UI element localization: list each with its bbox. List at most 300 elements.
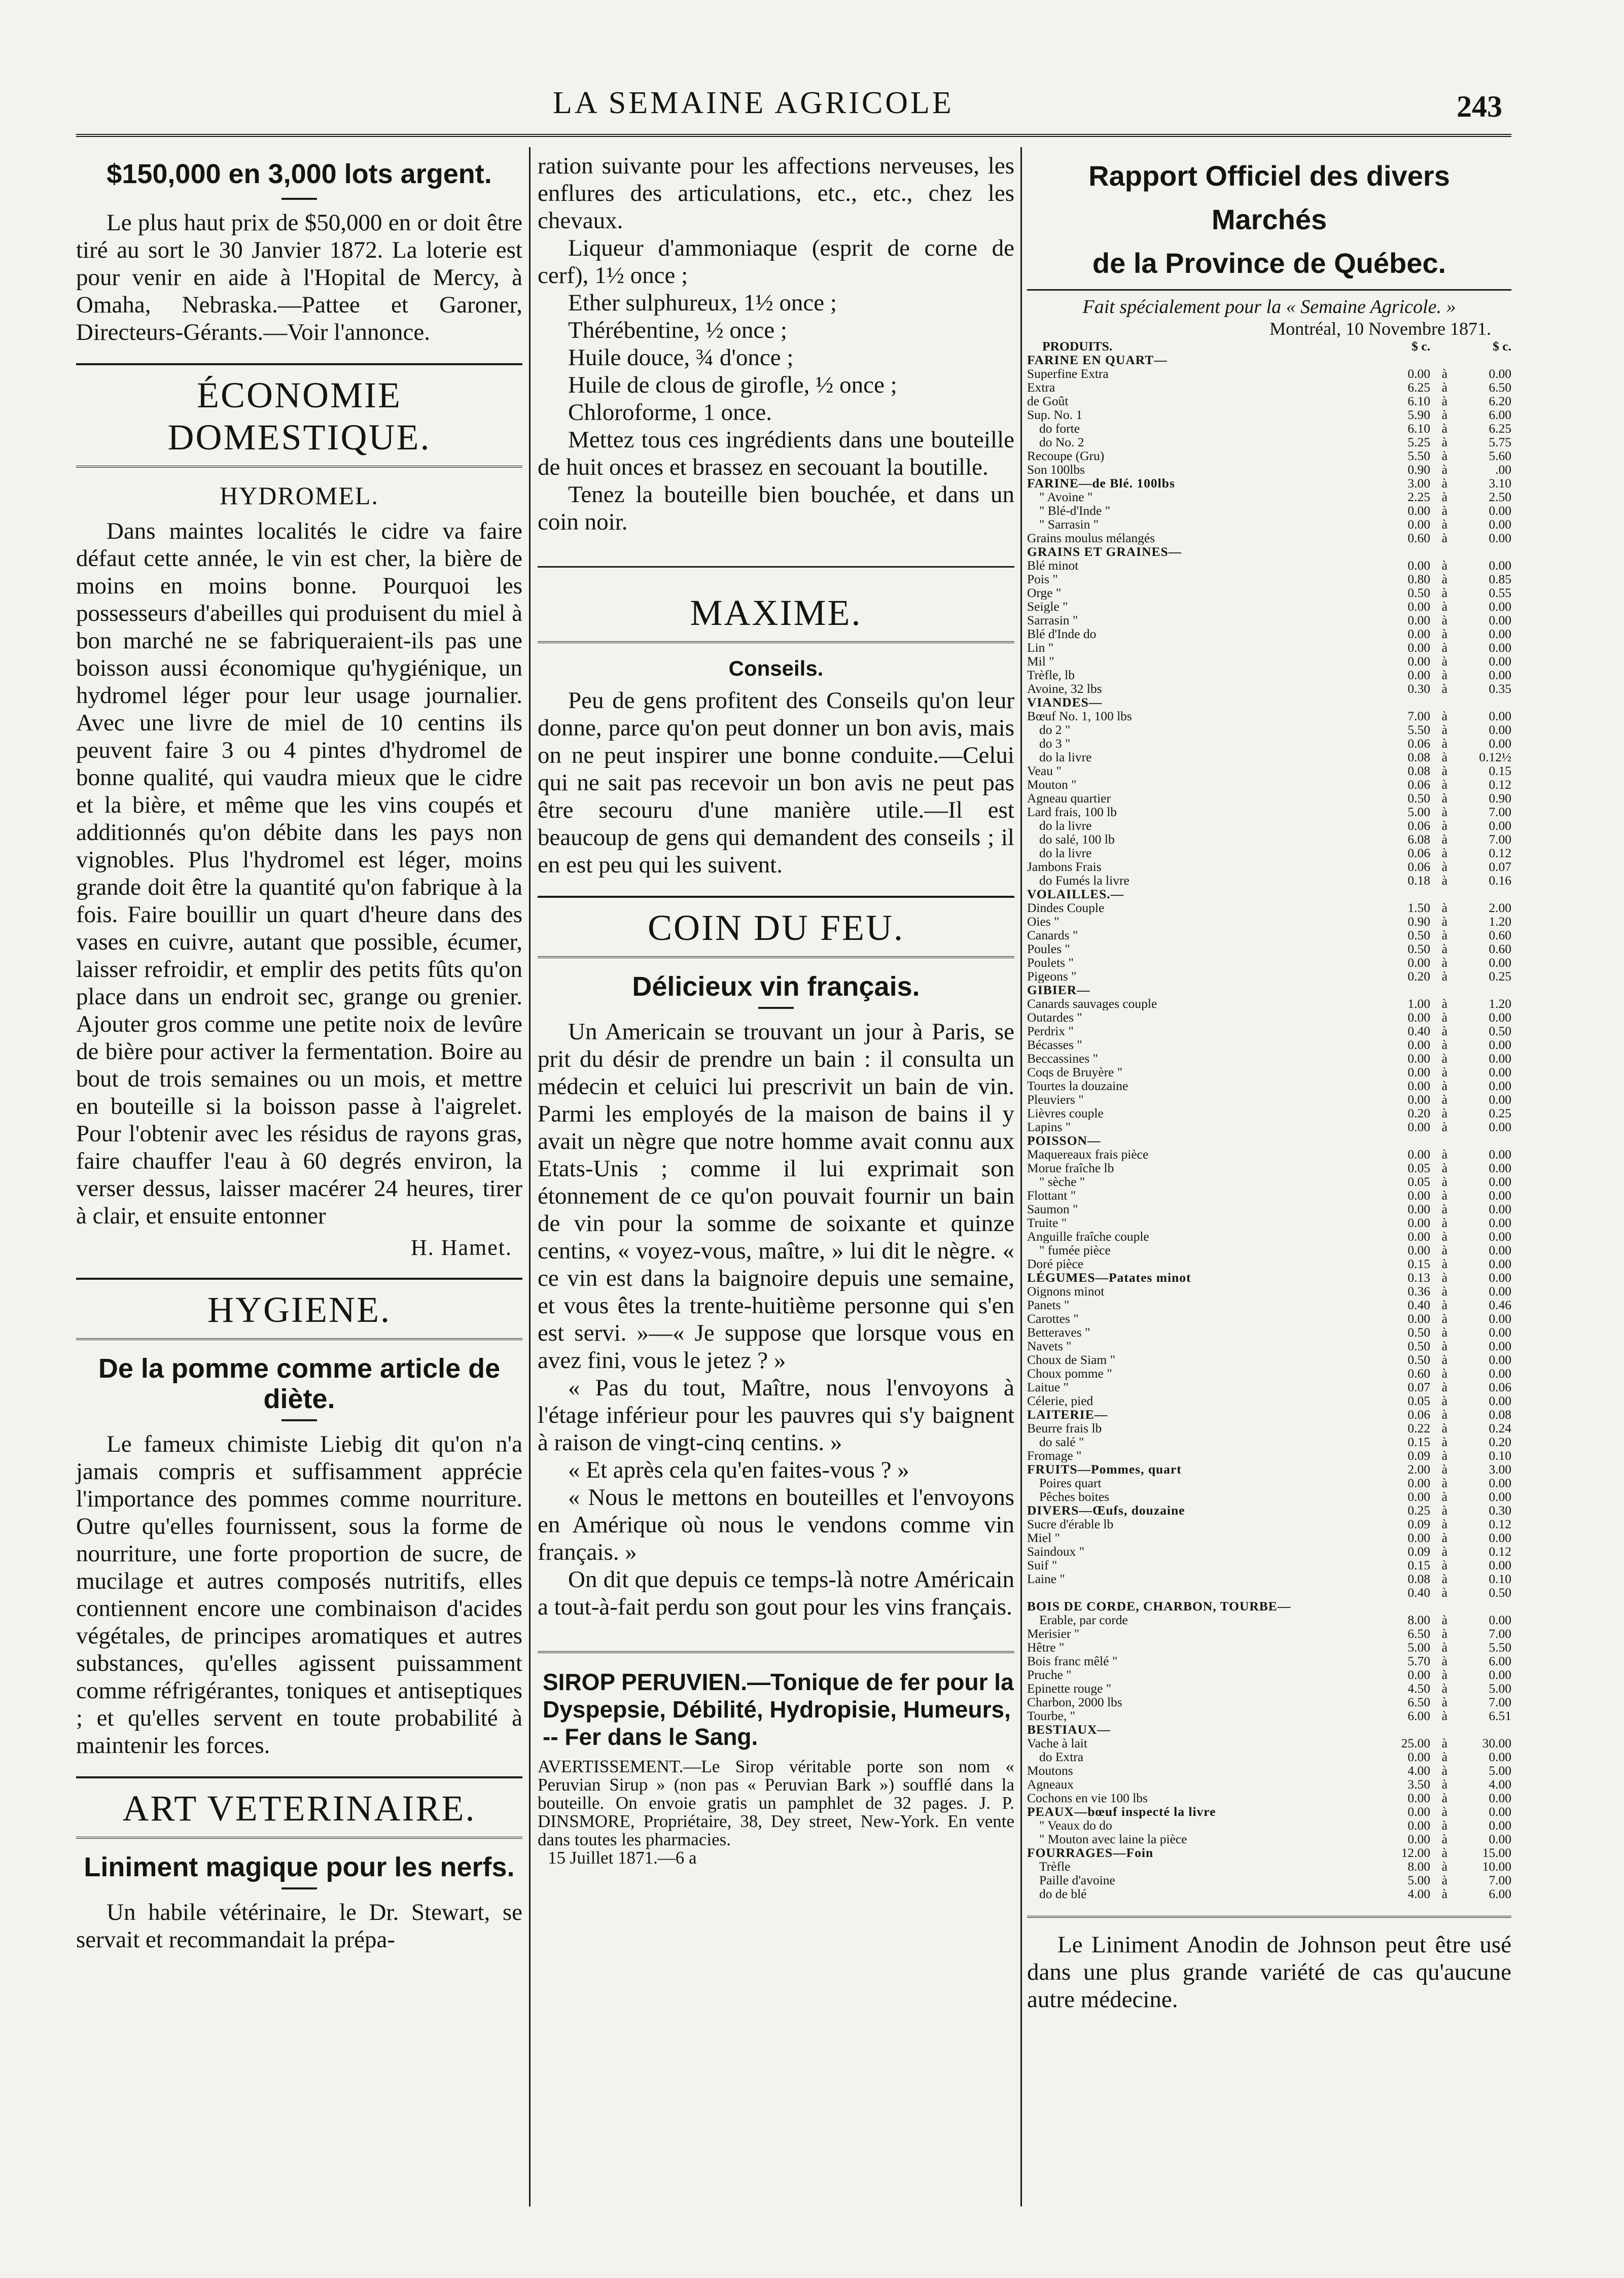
price-low: 5.00 — [1407, 805, 1430, 819]
price-high: 0.50 — [1489, 1024, 1511, 1038]
price-item-label: PEAUX—bœuf inspecté la livre — [1027, 1805, 1216, 1818]
price-row — [1027, 1216, 1511, 1230]
unit-header: $ c. — [1493, 339, 1511, 353]
recipe-line: Huile douce, ¾ d'once ; — [568, 344, 794, 371]
price-separator: à — [1441, 682, 1448, 695]
price-high: 0.00 — [1489, 1832, 1511, 1846]
price-separator: à — [1441, 572, 1448, 586]
price-low: 5.25 — [1407, 435, 1430, 449]
price-separator: à — [1441, 1038, 1448, 1052]
price-separator: à — [1441, 1517, 1448, 1531]
price-high: 0.00 — [1489, 1613, 1511, 1627]
price-item-label: Choux de Siam " — [1027, 1353, 1116, 1366]
price-item-label: FOURRAGES—Foin — [1027, 1846, 1154, 1860]
price-row — [1027, 1175, 1511, 1188]
price-item-label: Sup. No. 1 — [1027, 408, 1083, 422]
price-item-label: GRAINS ET GRAINES— — [1027, 545, 1182, 558]
price-high: 0.55 — [1489, 586, 1511, 600]
price-high: 0.00 — [1489, 1394, 1511, 1408]
price-separator: à — [1441, 1257, 1448, 1271]
price-category-row — [1027, 1271, 1511, 1284]
price-item-label: Maquereaux frais pièce — [1027, 1147, 1149, 1161]
price-high: 0.00 — [1489, 1325, 1511, 1339]
price-high: 0.35 — [1489, 682, 1511, 695]
price-low: 0.90 — [1407, 463, 1430, 476]
price-item-label: de Goût — [1027, 394, 1069, 408]
article-text-pomme: Le fameux chimiste Liebig dit qu'on n'a jamais compris et suffisamment apprécie l'importance des pommes comme nourriture. Outre qu'elles fournissent, sous la forme de nourriture, une forte proportion de sucre, de mucilage et autres composés nutritifs, elles contiennent encore une combinaison d'acides végétales, de principes aromatiques et autres substances, qu'elles agissent puissamment comme réfrigérantes, toniques et antiseptiques ; et qu'elles servent en toute probabilité à maintenir les forces. — [76, 1431, 522, 1759]
price-row — [1027, 463, 1511, 476]
price-item-label: Trèfle, lb — [1027, 668, 1075, 682]
price-high: 0.00 — [1489, 1271, 1511, 1284]
price-separator — [1430, 353, 1459, 367]
price-item-label: Pleuviers " — [1027, 1093, 1084, 1106]
price-high: 1.20 — [1489, 997, 1511, 1010]
price-item-label: BOIS DE CORDE, CHARBON, TOURBE— — [1027, 1599, 1291, 1613]
article-title-pomme: De la pomme comme article de diète. — [98, 1353, 501, 1414]
price-row — [1027, 1052, 1511, 1065]
price-table-header — [1027, 339, 1511, 353]
paper-title: LA SEMAINE AGRICOLE — [553, 86, 954, 120]
price-separator: à — [1441, 1750, 1448, 1764]
price-low: 0.05 — [1407, 1394, 1430, 1408]
advertisement-title: SIROP PERUVIEN.—Tonique de fer pour la Dyspepsie, Débilité, Hydropisie, Humeurs, -- Fer dans le Sang. — [543, 1669, 1014, 1750]
price-row — [1027, 723, 1511, 737]
continued-text: ration suivante pour les affections nerveuses, les enflures des articulations, etc., etc., chez les chevaux. — [538, 153, 1014, 234]
price-low — [1378, 1134, 1430, 1147]
price-item-label: Saumon " — [1027, 1202, 1078, 1216]
column-2 — [538, 152, 1014, 1867]
price-item-label: Poires quart — [1039, 1476, 1102, 1490]
price-low: 0.05 — [1407, 1161, 1430, 1175]
price-item-label: do salé, 100 lb — [1039, 832, 1115, 846]
price-low: 4.00 — [1407, 1887, 1430, 1901]
price-separator: à — [1441, 1736, 1448, 1750]
price-separator: à — [1441, 997, 1448, 1010]
recipe-instructions: Tenez la bouteille bien bouchée, et dans un coin noir. — [538, 481, 1014, 535]
price-separator: à — [1441, 750, 1448, 764]
price-low: 0.00 — [1407, 1832, 1430, 1846]
price-low: 3.00 — [1407, 476, 1430, 490]
price-low: 4.00 — [1407, 1764, 1430, 1777]
price-low: 6.10 — [1407, 394, 1430, 408]
price-low: 0.07 — [1407, 1380, 1430, 1394]
price-separator: à — [1441, 1627, 1448, 1640]
price-high — [1459, 545, 1511, 558]
price-row — [1027, 942, 1511, 956]
price-low: 0.00 — [1407, 504, 1430, 517]
article-title-vin: Délicieux vin français. — [632, 971, 920, 1002]
price-item-label: " Avoine " — [1039, 490, 1093, 504]
price-low: 0.00 — [1407, 956, 1430, 969]
market-report-date: Montréal, 10 Novembre 1871. — [1269, 319, 1491, 339]
price-row — [1027, 1736, 1511, 1750]
price-high: 0.00 — [1489, 1120, 1511, 1134]
price-item-label: Flottant " — [1027, 1188, 1076, 1202]
price-item-label: Carottes " — [1027, 1312, 1079, 1325]
lottery-title: $150,000 en 3,000 lots argent. — [107, 159, 492, 189]
price-item-label: VOLAILLES.— — [1027, 887, 1124, 901]
price-separator: à — [1441, 517, 1448, 531]
price-low: 0.22 — [1407, 1421, 1430, 1435]
price-high: 0.12½ — [1479, 750, 1511, 764]
price-low: 0.40 — [1407, 1586, 1430, 1599]
price-low: 0.00 — [1407, 1093, 1430, 1106]
price-separator: à — [1441, 1052, 1448, 1065]
price-high: 0.00 — [1489, 1230, 1511, 1243]
price-high: 0.46 — [1489, 1298, 1511, 1312]
price-item-label: Epinette rouge " — [1027, 1681, 1112, 1695]
price-low: 0.50 — [1407, 791, 1430, 805]
price-item-label: GIBIER— — [1027, 983, 1090, 997]
price-high: 6.51 — [1489, 1709, 1511, 1723]
price-separator: à — [1441, 1709, 1448, 1723]
price-high: 7.00 — [1489, 1627, 1511, 1640]
price-separator: à — [1441, 1764, 1448, 1777]
price-separator: à — [1441, 1380, 1448, 1394]
price-separator: à — [1441, 463, 1448, 476]
market-report-subtitle: Fait spécialement pour la « Semaine Agricole. » — [1082, 296, 1456, 318]
price-item-label: Outardes " — [1027, 1010, 1082, 1024]
price-high: 0.25 — [1489, 1106, 1511, 1120]
price-row — [1027, 627, 1511, 641]
price-row — [1027, 791, 1511, 805]
price-category-row — [1027, 1805, 1511, 1818]
price-row — [1027, 1860, 1511, 1873]
price-category-row — [1027, 476, 1511, 490]
price-row — [1027, 832, 1511, 846]
price-high: 6.20 — [1489, 394, 1511, 408]
price-high: 0.00 — [1489, 1750, 1511, 1764]
price-row — [1027, 1818, 1511, 1832]
price-row — [1027, 819, 1511, 832]
price-separator: à — [1441, 394, 1448, 408]
price-separator — [1430, 1134, 1459, 1147]
price-high: 0.00 — [1489, 1079, 1511, 1093]
price-item-label: Lard frais, 100 lb — [1027, 805, 1117, 819]
price-item-label: Laitue " — [1027, 1380, 1069, 1394]
price-row — [1027, 1120, 1511, 1134]
price-separator: à — [1441, 1558, 1448, 1572]
price-row — [1027, 572, 1511, 586]
price-low: 0.50 — [1407, 1339, 1430, 1353]
price-high: 5.50 — [1489, 1640, 1511, 1654]
article-title-liniment: Liniment magique pour les nerfs. — [84, 1852, 515, 1882]
price-item-label: Coqs de Bruyère " — [1027, 1065, 1123, 1079]
price-category-row — [1027, 545, 1511, 558]
price-row — [1027, 1640, 1511, 1654]
price-separator: à — [1441, 1887, 1448, 1901]
price-row — [1027, 1572, 1511, 1586]
price-row — [1027, 1394, 1511, 1408]
price-low: 0.00 — [1407, 668, 1430, 682]
price-row — [1027, 956, 1511, 969]
price-low: 0.00 — [1407, 1312, 1430, 1325]
article-signature: H. Hamet. — [410, 1235, 512, 1260]
price-category-row — [1027, 353, 1511, 367]
article-text-liniment: Un habile vétérinaire, le Dr. Stewart, se servait et recommandait la prépa- — [76, 1899, 522, 1953]
price-separator: à — [1441, 832, 1448, 846]
price-low: 0.20 — [1407, 969, 1430, 983]
price-high: 0.00 — [1489, 1052, 1511, 1065]
price-low: 0.06 — [1407, 1408, 1430, 1421]
running-head — [0, 81, 1624, 137]
price-separator: à — [1441, 1613, 1448, 1627]
short-rule — [281, 198, 317, 200]
price-high: 0.00 — [1489, 1805, 1511, 1818]
price-low: 0.13 — [1407, 1271, 1430, 1284]
price-low: 0.06 — [1407, 778, 1430, 791]
price-low: 0.00 — [1407, 641, 1430, 654]
section-coin-du-feu: COIN DU FEU. — [538, 896, 1014, 958]
price-item-label: Mil " — [1027, 654, 1054, 668]
price-item-label: Erable, par corde — [1039, 1613, 1128, 1627]
price-low — [1378, 695, 1430, 709]
price-item-label: Paille d'avoine — [1039, 1873, 1115, 1887]
price-high: 0.20 — [1489, 1435, 1511, 1449]
price-row — [1027, 380, 1511, 394]
header-rule — [76, 134, 1511, 137]
market-report-title — [1027, 154, 1511, 285]
price-row — [1027, 1188, 1511, 1202]
price-item-label: Choux pomme " — [1027, 1366, 1112, 1380]
price-high — [1459, 695, 1511, 709]
price-category-row — [1027, 1723, 1511, 1736]
price-low: 0.00 — [1407, 1202, 1430, 1216]
price-separator: à — [1441, 778, 1448, 791]
price-low: 0.15 — [1407, 1435, 1430, 1449]
price-item-label: do Extra — [1039, 1750, 1084, 1764]
price-separator: à — [1441, 476, 1448, 490]
price-row — [1027, 1339, 1511, 1353]
price-low: 0.09 — [1407, 1545, 1430, 1558]
price-low: 0.06 — [1407, 846, 1430, 860]
price-low: 0.00 — [1407, 517, 1430, 531]
price-row — [1027, 1476, 1511, 1490]
price-low: 0.60 — [1407, 531, 1430, 545]
price-low: 5.00 — [1407, 1873, 1430, 1887]
price-high: 7.00 — [1489, 805, 1511, 819]
price-row — [1027, 394, 1511, 408]
price-item-label: Recoupe (Gru) — [1027, 449, 1105, 463]
story-paragraph: « Et après cela qu'en faites-vous ? » — [568, 1457, 909, 1483]
price-separator: à — [1441, 1832, 1448, 1846]
price-high: 0.00 — [1489, 654, 1511, 668]
price-low: 0.00 — [1407, 1038, 1430, 1052]
price-separator: à — [1441, 449, 1448, 463]
price-separator: à — [1441, 819, 1448, 832]
price-separator: à — [1441, 1339, 1448, 1353]
recipe-line: Chloroforme, 1 once. — [568, 399, 772, 426]
price-low: 0.08 — [1407, 764, 1430, 778]
price-low: 0.00 — [1407, 613, 1430, 627]
price-item-label: FARINE EN QUART— — [1027, 353, 1168, 367]
report-rule — [1027, 289, 1511, 291]
price-high: 0.00 — [1489, 1353, 1511, 1366]
price-low: 0.25 — [1407, 1503, 1430, 1517]
price-high: 0.00 — [1489, 1476, 1511, 1490]
price-item-label: Oies " — [1027, 915, 1060, 928]
recipe-line: Huile de clous de girofle, ½ once ; — [568, 372, 897, 398]
price-separator: à — [1441, 1394, 1448, 1408]
price-row — [1027, 1654, 1511, 1668]
price-high: 0.00 — [1489, 1490, 1511, 1503]
price-item-label: LAITERIE— — [1027, 1408, 1108, 1421]
price-high: 0.12 — [1489, 1517, 1511, 1531]
price-separator: à — [1441, 1805, 1448, 1818]
price-high: 2.00 — [1489, 901, 1511, 915]
price-item-label: Fromage " — [1027, 1449, 1082, 1462]
price-item-label: Canards sauvages couple — [1027, 997, 1157, 1010]
price-row — [1027, 1106, 1511, 1120]
price-row — [1027, 1147, 1511, 1161]
price-high: 0.00 — [1489, 367, 1511, 380]
price-item-label: Extra — [1027, 380, 1055, 394]
price-high: 0.00 — [1489, 956, 1511, 969]
price-high: 0.00 — [1489, 517, 1511, 531]
price-high: 0.00 — [1489, 504, 1511, 517]
price-item-label: do la livre — [1039, 846, 1092, 860]
price-item-label: Sucre d'érable lb — [1027, 1517, 1114, 1531]
story-paragraph: « Nous le mettons en bouteilles et l'envoyons en Amérique où nous le vendons comme vin français. » — [538, 1484, 1014, 1565]
price-separator: à — [1441, 873, 1448, 887]
price-low: 6.25 — [1407, 380, 1430, 394]
price-separator: à — [1441, 709, 1448, 723]
price-item-label: Jambons Frais — [1027, 860, 1102, 873]
price-high: 10.00 — [1482, 1860, 1511, 1873]
price-low: 0.50 — [1407, 586, 1430, 600]
price-high — [1459, 983, 1511, 997]
price-item-label: Bois franc mêlé " — [1027, 1654, 1118, 1668]
price-item-label: Merisier " — [1027, 1627, 1080, 1640]
price-item-label: Tourtes la douzaine — [1027, 1079, 1128, 1093]
price-row — [1027, 750, 1511, 764]
price-high: 0.60 — [1489, 928, 1511, 942]
price-low: 0.40 — [1407, 1024, 1430, 1038]
price-low: 0.00 — [1407, 558, 1430, 572]
price-separator: à — [1441, 1873, 1448, 1887]
price-item-label: Agneau quartier — [1027, 791, 1111, 805]
recipe-line: Thérébentine, ½ once ; — [568, 317, 787, 343]
price-row — [1027, 449, 1511, 463]
price-low — [1378, 887, 1430, 901]
price-low: 0.06 — [1407, 819, 1430, 832]
price-low: 0.50 — [1407, 1353, 1430, 1366]
price-separator: à — [1441, 956, 1448, 969]
price-separator — [1430, 695, 1459, 709]
price-row — [1027, 928, 1511, 942]
price-separator: à — [1441, 1668, 1448, 1681]
price-row — [1027, 1257, 1511, 1271]
price-item-label: Pigeons " — [1027, 969, 1077, 983]
price-row — [1027, 860, 1511, 873]
price-low: 6.08 — [1407, 832, 1430, 846]
price-separator: à — [1441, 1065, 1448, 1079]
price-low: 0.15 — [1407, 1257, 1430, 1271]
article-text-conseils: Peu de gens profitent des Conseils qu'on leur donne, parce qu'on peut donner un bon avis, mais on ne peut inspirer une bonne conduite.—Celui qui ne sait pas recevoir un bon avis ne peut pas être secouru d'une manière utile.—Il est beaucoup de gens qui demandent des conseils ; il en est peu qui les suivent. — [538, 687, 1014, 878]
price-item-label: Mouton " — [1027, 778, 1077, 791]
price-row — [1027, 1613, 1511, 1627]
price-item-label: FRUITS—Pommes, quart — [1027, 1462, 1182, 1476]
price-row — [1027, 1421, 1511, 1435]
price-separator: à — [1441, 1230, 1448, 1243]
price-separator: à — [1441, 1147, 1448, 1161]
price-high: 7.00 — [1489, 1873, 1511, 1887]
price-item-label: Bécasses " — [1027, 1038, 1082, 1052]
price-item-label: Laine " — [1027, 1572, 1065, 1586]
price-item-label: Orge " — [1027, 586, 1062, 600]
price-low: 6.50 — [1407, 1695, 1430, 1709]
price-low: 7.00 — [1407, 709, 1430, 723]
price-row — [1027, 1366, 1511, 1380]
price-item-label: do de blé — [1039, 1887, 1087, 1901]
price-item-label: Superfine Extra — [1027, 367, 1109, 380]
price-category-row — [1027, 1134, 1511, 1147]
price-separator: à — [1441, 1421, 1448, 1435]
price-high: 0.00 — [1489, 819, 1511, 832]
price-item-label: Cochons en vie 100 lbs — [1027, 1791, 1148, 1805]
price-separator: à — [1441, 1476, 1448, 1490]
price-low: 0.00 — [1407, 1010, 1430, 1024]
price-item-label: Célerie, pied — [1027, 1394, 1093, 1408]
price-separator: à — [1441, 860, 1448, 873]
price-low: 0.50 — [1407, 1325, 1430, 1339]
price-item-label: do forte — [1039, 422, 1080, 435]
price-separator: à — [1441, 915, 1448, 928]
price-low: 0.00 — [1407, 1805, 1430, 1818]
price-item-label: Betteraves " — [1027, 1325, 1090, 1339]
price-item-label: Panets " — [1027, 1298, 1070, 1312]
price-low: 0.50 — [1407, 928, 1430, 942]
price-high: 0.00 — [1489, 1791, 1511, 1805]
price-item-label: Hêtre " — [1027, 1640, 1065, 1654]
price-row — [1027, 1709, 1511, 1723]
price-row — [1027, 1065, 1511, 1079]
price-item-label: do salé " — [1039, 1435, 1084, 1449]
price-high: 0.00 — [1489, 1065, 1511, 1079]
price-row — [1027, 1024, 1511, 1038]
price-low: 0.00 — [1407, 600, 1430, 613]
price-separator: à — [1441, 1202, 1448, 1216]
price-high: 0.00 — [1489, 1202, 1511, 1216]
products-header: PRODUITS. — [1042, 339, 1113, 353]
price-low: 0.00 — [1407, 1531, 1430, 1545]
price-separator: à — [1441, 422, 1448, 435]
price-row — [1027, 1380, 1511, 1394]
price-separator — [1430, 983, 1459, 997]
price-separator: à — [1441, 1572, 1448, 1586]
price-separator: à — [1441, 1243, 1448, 1257]
price-low: 0.00 — [1407, 1668, 1430, 1681]
price-item-label: " Blé-d'Inde " — [1039, 504, 1111, 517]
column-divider-2 — [1020, 147, 1022, 2206]
short-rule — [281, 1887, 317, 1889]
price-high: 0.00 — [1489, 1175, 1511, 1188]
price-item-label: Blé d'Inde do — [1027, 627, 1097, 641]
price-separator: à — [1441, 1503, 1448, 1517]
price-high: 0.60 — [1489, 942, 1511, 956]
price-item-label: do No. 2 — [1039, 435, 1084, 449]
price-item-label: Vache à lait — [1027, 1736, 1087, 1750]
price-high: 4.00 — [1489, 1777, 1511, 1791]
price-separator: à — [1441, 435, 1448, 449]
price-item-label: Sarrasin " — [1027, 613, 1078, 627]
price-high: 0.90 — [1489, 791, 1511, 805]
price-row — [1027, 1435, 1511, 1449]
price-item-label: FARINE—de Blé. 100lbs — [1027, 476, 1175, 490]
price-row — [1027, 1230, 1511, 1243]
price-row — [1027, 1353, 1511, 1366]
price-low: 5.50 — [1407, 449, 1430, 463]
